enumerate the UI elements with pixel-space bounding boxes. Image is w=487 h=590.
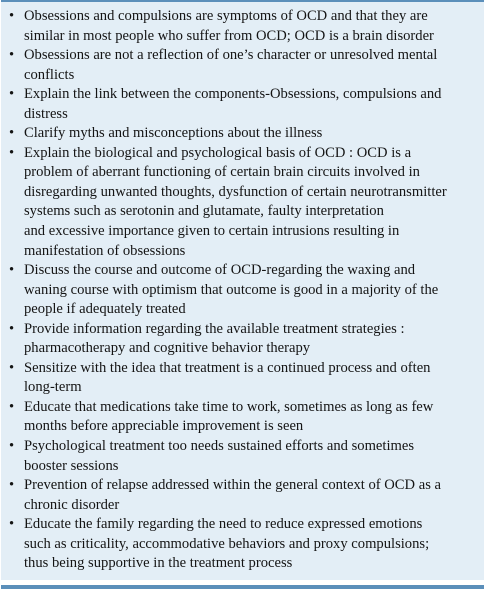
list-item-text: Explain the biological and psychological basis of OCD : OCD is a problem of aberrant functioning of certain brain circuits involved in disregarding unwanted thoughts, dysfunction of certain neurotransmitter systems such as serotonin and glutamate, faulty interpretation and excessive importance given to certain intrusions resulting in manifestation of obsessions	[24, 144, 447, 259]
list-item	[9, 124, 480, 144]
bullet-icon: •	[9, 262, 15, 279]
list-item	[9, 46, 480, 85]
list-item-text: Educate that medications take time to work, sometimes as long as few months before appreciable improvement is seen	[24, 398, 434, 435]
bullet-list	[1, 2, 484, 574]
list-item	[9, 261, 480, 320]
list-item-text: Provide information regarding the available treatment strategies : pharmacotherapy and cognitive behavior therapy	[24, 320, 405, 357]
bullet-icon: •	[9, 359, 15, 376]
bullet-icon: •	[9, 320, 15, 337]
bullet-icon: •	[9, 125, 15, 142]
table-panel	[1, 2, 484, 580]
list-item-text: Sensitize with the idea that treatment is a continued process and often long-term	[24, 359, 431, 396]
list-item-text: Obsessions and compulsions are symptoms of OCD and that they are similar in most people who suffer from OCD; OCD is a brain disorder	[24, 8, 434, 44]
bullet-icon: •	[9, 86, 15, 103]
bullet-icon: •	[9, 438, 15, 455]
table-bottom-rule	[1, 585, 484, 589]
list-item	[9, 437, 480, 476]
list-item	[9, 359, 480, 398]
list-item-text: Psychological treatment too needs sustained efforts and sometimes booster sessions	[24, 438, 415, 474]
list-item	[9, 7, 480, 46]
list-item	[9, 85, 480, 124]
list-item-text: Educate the family regarding the need to reduce expressed emotions such as criticality, accommodative behaviors and proxy compulsions; thus being supportive in the treatment process	[24, 516, 430, 572]
list-item	[9, 144, 480, 261]
list-item	[9, 476, 480, 515]
list-item	[9, 515, 480, 574]
bullet-icon: •	[9, 144, 15, 161]
list-item-text: Explain the link between the components-Obsessions, compulsions and distress	[24, 86, 442, 122]
list-item-text: Discuss the course and outcome of OCD-regarding the waxing and waning course with optimism that outcome is good in a majority of the people if adequately treated	[24, 262, 439, 318]
list-item-text: Prevention of relapse addressed within the general context of OCD as a chronic disorder	[24, 477, 442, 513]
list-item	[9, 320, 480, 359]
bullet-icon: •	[9, 8, 15, 24]
bullet-icon: •	[9, 47, 15, 64]
bullet-icon: •	[9, 398, 15, 415]
list-item-text: Clarify myths and misconceptions about the illness	[24, 125, 323, 142]
list-item-text: Obsessions are not a reflection of one’s character or unresolved mental conflicts	[24, 47, 438, 83]
bullet-icon: •	[9, 477, 15, 494]
list-item	[9, 398, 480, 437]
bullet-icon: •	[9, 516, 15, 533]
